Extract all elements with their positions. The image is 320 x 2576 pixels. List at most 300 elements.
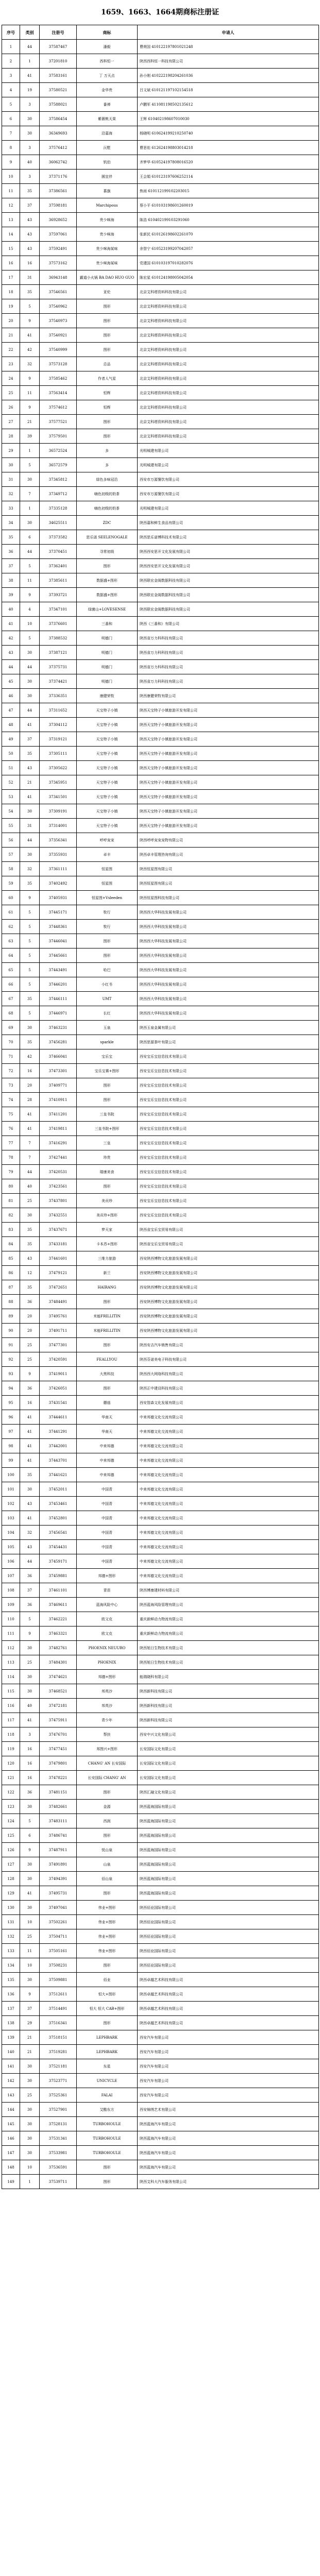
cell-index: 64 (2, 948, 20, 963)
cell-class: 41 (20, 69, 40, 83)
cell-applicant: 陕西嘉和鲜生食品有限公司 (138, 516, 319, 530)
cell-applicant: 陕西天宝特子小镇旅游开发有限公司 (138, 775, 319, 790)
cell-mark: 三皇书院 (77, 1107, 138, 1122)
table-row (2, 198, 319, 213)
cell-reg-number: 37528131 (40, 2117, 77, 2131)
cell-reg-number: 37573128 (40, 357, 77, 371)
cell-applicant: 陕西佰业国际有限公司 (138, 1901, 319, 1915)
cell-reg-number: 37491891 (40, 1857, 77, 1872)
cell-reg-number: 37456281 (40, 1035, 77, 1049)
table-row (2, 69, 319, 83)
cell-mark: 恒星图+Vsleeden (77, 891, 138, 905)
cell-index: 142 (2, 2074, 20, 2088)
table-row (2, 1208, 319, 1223)
cell-applicant: 陕西蓝海国际有限公司 (138, 1843, 319, 1857)
cell-reg-number: 37446041 (40, 934, 77, 948)
cell-index: 127 (2, 1857, 20, 1872)
cell-class: 9 (20, 891, 40, 905)
cell-index: 97 (2, 1425, 20, 1439)
cell-mark: 贵少咪海某味 (77, 242, 138, 256)
cell-index: 86 (2, 1266, 20, 1280)
table-row (2, 1598, 319, 1612)
cell-index: 20 (2, 314, 20, 328)
cell-applicant: 陕西联宏金阁数据科技有限公司 (138, 588, 319, 602)
cell-mark: 图形 (77, 328, 138, 343)
cell-class: 21 (20, 2030, 40, 2045)
page-title: 1659、1663、1664期商标注册证 (101, 8, 219, 16)
table-row (2, 1828, 319, 1843)
cell-index: 138 (2, 2016, 20, 2030)
cell-index: 7 (2, 126, 20, 141)
table-row (2, 891, 319, 905)
cell-applicant: 西安市万源餐饮有限公司 (138, 472, 319, 487)
cell-applicant: 陕西佰业国际有限公司 (138, 1944, 319, 1958)
cell-index: 40 (2, 602, 20, 617)
cell-index: 42 (2, 631, 20, 646)
cell-mark: 数据盛+图形 (77, 588, 138, 602)
cell-index: 117 (2, 1713, 20, 1727)
table-row (2, 588, 319, 602)
cell-index: 135 (2, 1973, 20, 1987)
cell-applicant: 陕西蓝海国际有限公司 (138, 1828, 319, 1843)
cell-class: 10 (20, 1958, 40, 1973)
cell-index: 140 (2, 2045, 20, 2059)
table-row (2, 1569, 319, 1583)
cell-mark: 番禅 (77, 97, 138, 112)
cell-index: 130 (2, 1901, 20, 1915)
cell-index: 125 (2, 1828, 20, 1843)
table-row (2, 1179, 319, 1194)
table-row (2, 357, 319, 371)
cell-index: 111 (2, 1626, 20, 1641)
cell-mark: 绿菌山+LOVESENSE (77, 602, 138, 617)
table-row (2, 242, 319, 256)
cell-mark: 蘑菇 (77, 1396, 138, 1410)
cell-mark: 潘毅 (77, 40, 138, 54)
cell-index: 94 (2, 1381, 20, 1396)
table-row (2, 112, 319, 126)
cell-class: 11 (20, 386, 40, 400)
table-row (2, 1396, 319, 1410)
table-row (2, 1655, 319, 1670)
cell-index: 14 (2, 227, 20, 242)
cell-applicant: 光明城建有限公司 (138, 501, 319, 516)
cell-mark: CHANG' AN 长安国际 (77, 1756, 138, 1771)
cell-class: 21 (20, 775, 40, 790)
cell-applicant: 王辉 610402198607010030 (138, 112, 319, 126)
cell-reg-number: 36062742 (40, 155, 77, 170)
cell-class: 3 (20, 1727, 40, 1742)
cell-applicant: 陕西博康建材料有限公司 (138, 1583, 319, 1598)
cell-index: 107 (2, 1569, 20, 1583)
cell-mark: 伟业+图形 (77, 1915, 138, 1929)
table-row (2, 1107, 319, 1122)
cell-reg-number: 37446971 (40, 1006, 77, 1021)
cell-applicant: 北京艾科塔资料科技有限公司 (138, 299, 319, 314)
table-row (2, 819, 319, 833)
cell-applicant: 陕西新科技有限公司 (138, 1684, 319, 1699)
cell-applicant: 长安国际文化有限公司 (138, 1771, 319, 1785)
cell-applicant: 陕西新科技有限公司 (138, 1699, 319, 1713)
cell-index: 39 (2, 588, 20, 602)
cell-applicant: 能瑞晓科有限公司 (138, 1670, 319, 1684)
cell-applicant: 陕西思乐诺博科技术有限公司 (138, 530, 319, 545)
cell-mark: 绿色多味冠沿 (77, 472, 138, 487)
cell-class: 11 (20, 1944, 40, 1958)
cell-reg-number: 37533981 (40, 2146, 77, 2160)
table-row (2, 516, 319, 530)
cell-index: 80 (2, 1179, 20, 1194)
table-row (2, 674, 319, 689)
cell-applicant: 陕西天宝特子小镇旅游开发有限公司 (138, 703, 319, 718)
cell-mark: 天宝特子小镇 (77, 747, 138, 761)
cell-index: 88 (2, 1295, 20, 1309)
cell-applicant: 北京艾科塔资料科技有限公司 (138, 357, 319, 371)
cell-mark: 悦山泉 (77, 1843, 138, 1857)
cell-applicant: 西安宝乐宝信息技术有限公司 (138, 1208, 319, 1223)
cell-applicant: 陕西呼呼宠宠宠物有限公司 (138, 833, 319, 848)
cell-reg-number: 37525361 (40, 2088, 77, 2103)
cell-index: 25 (2, 386, 20, 400)
cell-reg-number: 36349693 (40, 126, 77, 141)
cell-class: 36 (20, 1785, 40, 1800)
table-body (2, 40, 319, 2189)
cell-index: 136 (2, 1987, 20, 2002)
cell-mark: 帮扶 (77, 1727, 138, 1742)
cell-index: 11 (2, 184, 20, 198)
cell-index: 106 (2, 1554, 20, 1569)
cell-index: 13 (2, 213, 20, 227)
cell-mark: 中国青 (77, 1482, 138, 1497)
cell-class: 42 (20, 1049, 40, 1064)
cell-applicant: 陕西康健荣牧有限公司 (138, 689, 319, 703)
cell-applicant: 陕西蓝海汽车有限公司 (138, 2117, 319, 2131)
cell-class: 5 (20, 1814, 40, 1828)
cell-index: 48 (2, 718, 20, 732)
cell-class: 29 (20, 2016, 40, 2030)
cell-index: 19 (2, 299, 20, 314)
cell-applicant: 光明城建有限公司 (138, 458, 319, 472)
cell-reg-number: 37459171 (40, 1554, 77, 1569)
cell-index: 128 (2, 1872, 20, 1886)
table-row (2, 1352, 319, 1367)
cell-mark: 米能FRILLITIN (77, 1309, 138, 1324)
cell-reg-number: 37446111 (40, 992, 77, 1006)
table-row (2, 1425, 319, 1439)
cell-index: 30 (2, 458, 20, 472)
cell-applicant: 长安国际文化有限公司 (138, 1756, 319, 1771)
cell-class: 25 (20, 1352, 40, 1367)
cell-applicant: 西安陕西博物文化旅游发展有限公司 (138, 1309, 319, 1324)
cell-index: 53 (2, 790, 20, 804)
cell-reg-number: 37475911 (40, 1713, 77, 1727)
cell-applicant: 西安中兴文化有限公司 (138, 1727, 319, 1742)
cell-reg-number: 37431541 (40, 1396, 77, 1410)
cell-class: 30 (20, 126, 40, 141)
cell-mark: 钒伯 (77, 155, 138, 170)
header-reg-number: 注册号 (40, 25, 77, 40)
table-row (2, 1554, 319, 1569)
table-row (2, 1987, 319, 2002)
cell-class: 11 (20, 573, 40, 588)
table-row (2, 1237, 319, 1251)
cell-applicant: 陕西天宝特子小镇旅游开发有限公司 (138, 790, 319, 804)
cell-applicant: 陕西《三番和》有限公司 (138, 617, 319, 631)
cell-applicant: 北京艾科塔资料科技有限公司 (138, 371, 319, 386)
cell-index: 133 (2, 1944, 20, 1958)
table-row (2, 328, 319, 343)
table-row (2, 1857, 319, 1872)
cell-class: 35 (20, 747, 40, 761)
cell-reg-number: 37452801 (40, 1511, 77, 1526)
table-row (2, 992, 319, 1006)
cell-index: 147 (2, 2146, 20, 2160)
cell-applicant: 中来邦德文化交流有限公司 (138, 1468, 319, 1482)
cell-class: 25 (20, 1929, 40, 1944)
cell-applicant: 中来邦德文化交流有限公司 (138, 1425, 319, 1439)
table-row (2, 299, 319, 314)
cell-mark: 新兰 (77, 1266, 138, 1280)
cell-class: 43 (20, 227, 40, 242)
cell-index: 109 (2, 1598, 20, 1612)
cell-index: 61 (2, 905, 20, 920)
table-row (2, 732, 319, 747)
cell-reg-number: 37585462 (40, 371, 77, 386)
cell-applicant: 卢鹏军 411081198502135612 (138, 97, 319, 112)
cell-applicant: 西安汽车有限公司 (138, 2074, 319, 2088)
cell-mark: 图形 (77, 2175, 138, 2189)
cell-mark: 欧文克 (77, 1626, 138, 1641)
cell-class: 39 (20, 429, 40, 444)
cell-class: 10 (20, 2160, 40, 2175)
cell-class: 21 (20, 415, 40, 429)
cell-mark: 明德门 (77, 646, 138, 660)
table-row (2, 458, 319, 472)
cell-index: 63 (2, 934, 20, 948)
cell-class: 5 (20, 948, 40, 963)
cell-class: 20 (20, 1309, 40, 1324)
cell-applicant: 西安宝乐宝信息技术有限公司 (138, 1107, 319, 1122)
cell-class: 30 (20, 1482, 40, 1497)
cell-applicant: 西安智森文化发展有限公司 (138, 1396, 319, 1410)
cell-class: 41 (20, 1713, 40, 1727)
cell-index: 131 (2, 1915, 20, 1929)
cell-mark: 佰业 (77, 1973, 138, 1987)
table-row (2, 1093, 319, 1107)
cell-applicant: 西安宝乐宝信息技术有限公司 (138, 1093, 319, 1107)
cell-mark: 图形 (77, 1338, 138, 1352)
cell-mark: 西科恒一 (77, 54, 138, 69)
table-row (2, 963, 319, 977)
cell-reg-number: 37527901 (40, 2103, 77, 2117)
cell-applicant: 北京艾科塔资料科技有限公司 (138, 386, 319, 400)
cell-applicant: 西安陕西博物文化旅游发展有限公司 (138, 1295, 319, 1309)
cell-applicant: 孙小刚 410222198204261036 (138, 69, 319, 83)
table-row (2, 1021, 319, 1035)
cell-reg-number: 37356341 (40, 833, 77, 848)
cell-class: 7 (20, 1150, 40, 1165)
cell-class: 30 (20, 2117, 40, 2131)
cell-mark: 天宝特子小镇 (77, 703, 138, 718)
cell-applicant: 陕西西大华科技发展有限公司 (138, 920, 319, 934)
cell-index: 58 (2, 862, 20, 876)
table-row (2, 977, 319, 992)
table-row (2, 1439, 319, 1453)
table-row (2, 804, 319, 819)
cell-applicant: 重庆新鲜动力物流有限公司 (138, 1626, 319, 1641)
table-row (2, 1295, 319, 1309)
cell-applicant: 中来邦德文化交流有限公司 (138, 1511, 319, 1526)
cell-mark: 图形 (77, 1093, 138, 1107)
cell-index: 73 (2, 1078, 20, 1093)
cell-class: 5 (20, 1006, 40, 1021)
cell-applicant: 北京艾科塔资料科技有限公司 (138, 429, 319, 444)
cell-index: 118 (2, 1727, 20, 1742)
cell-mark: 图形 (77, 1179, 138, 1194)
cell-mark: 图形 (77, 559, 138, 573)
cell-class: 35 (20, 992, 40, 1006)
cell-reg-number: 37583161 (40, 69, 77, 83)
cell-reg-number: 37437671 (40, 1223, 77, 1237)
cell-reg-number: 37305111 (40, 747, 77, 761)
table-row (2, 2016, 319, 2030)
cell-reg-number: 37494391 (40, 1872, 77, 1886)
cell-class: 43 (20, 761, 40, 775)
cell-class: 4 (20, 602, 40, 617)
cell-reg-number: 37319121 (40, 732, 77, 747)
cell-applicant: 陕西蓝海国际有限公司 (138, 1886, 319, 1901)
cell-applicant: 陕西佰业国际有限公司 (138, 1929, 319, 1944)
cell-mark: 牧行 (77, 920, 138, 934)
cell-index: 141 (2, 2059, 20, 2074)
table-row (2, 1800, 319, 1814)
cell-applicant: 北京艾科塔资料科技有限公司 (138, 343, 319, 357)
cell-reg-number: 37386561 (40, 184, 77, 198)
cell-reg-number: 37305622 (40, 761, 77, 775)
cell-class: 41 (20, 1453, 40, 1468)
cell-applicant: 西安宝乐宝信息技术有限公司 (138, 1165, 319, 1179)
cell-class: 5 (20, 905, 40, 920)
cell-reg-number: 37335128 (40, 501, 77, 516)
cell-index: 110 (2, 1612, 20, 1626)
cell-index: 56 (2, 833, 20, 848)
cell-mark: 天宝特子小镇 (77, 732, 138, 747)
table-row (2, 1381, 319, 1396)
cell-class: 5 (20, 977, 40, 992)
table-row (2, 559, 319, 573)
table-row (2, 530, 319, 545)
cell-applicant: 西安陕西博物文化旅游发展有限公司 (138, 1251, 319, 1266)
cell-reg-number: 37426051 (40, 1381, 77, 1396)
table-row (2, 126, 319, 141)
cell-class: 1 (20, 2175, 40, 2189)
cell-reg-number: 37521181 (40, 2059, 77, 2074)
cell-reg-number: 37508231 (40, 1958, 77, 1973)
cell-applicant: 中来邦德文化交流有限公司 (138, 1453, 319, 1468)
cell-class: 7 (20, 1136, 40, 1150)
cell-mark: 中来邦德 (77, 1453, 138, 1468)
cell-index: 81 (2, 1194, 20, 1208)
cell-index: 70 (2, 1035, 20, 1049)
cell-index: 112 (2, 1641, 20, 1655)
cell-mark: 图形 (77, 2016, 138, 2030)
cell-mark: 天宝特子小镇 (77, 804, 138, 819)
table-row (2, 1785, 319, 1800)
cell-applicant: 陕西省万力科科技有限公司 (138, 646, 319, 660)
trademark-table (2, 25, 319, 2189)
cell-index: 149 (2, 2175, 20, 2189)
cell-mark: 紫薇桃天果 (77, 112, 138, 126)
table-row (2, 2103, 319, 2117)
cell-mark: 天宝特子小镇 (77, 819, 138, 833)
cell-mark: 邦英沙 (77, 1699, 138, 1713)
cell-index: 52 (2, 775, 20, 790)
cell-applicant: 陕西天宝特子小镇旅游开发有限公司 (138, 819, 319, 833)
cell-reg-number: 37420591 (40, 1352, 77, 1367)
cell-reg-number: 36943148 (40, 270, 77, 285)
cell-applicant: 陕西安吉汽车销售有限公司 (138, 1338, 319, 1352)
cell-applicant: 中来邦德文化交流有限公司 (138, 1439, 319, 1453)
cell-reg-number: 37516341 (40, 2016, 77, 2030)
cell-class: 30 (20, 646, 40, 660)
cell-reg-number: 37374421 (40, 674, 77, 689)
cell-class: 5 (20, 299, 40, 314)
cell-class: 30 (20, 848, 40, 862)
cell-applicant: 陕西新科技有限公司 (138, 1713, 319, 1727)
cell-index: 9 (2, 155, 20, 170)
cell-class: 30 (20, 674, 40, 689)
cell-mark: 宝乐宝赛+图形 (77, 1064, 138, 1078)
cell-index: 134 (2, 1958, 20, 1973)
cell-reg-number: 37586454 (40, 112, 77, 126)
cell-reg-number: 37405931 (40, 891, 77, 905)
cell-reg-number: 37423561 (40, 1179, 77, 1194)
cell-reg-number: 37487911 (40, 1843, 77, 1857)
cell-applicant: 西安宝乐宝信息技术有限公司 (138, 1136, 319, 1150)
cell-applicant: 长安国际文化有限公司 (138, 1742, 319, 1756)
table-row (2, 1324, 319, 1338)
cell-applicant: 西安宝乐宝信息技术有限公司 (138, 1194, 319, 1208)
table-row (2, 602, 319, 617)
cell-applicant: 中来邦德文化交流有限公司 (138, 1554, 319, 1569)
cell-index: 16 (2, 256, 20, 270)
table-row (2, 1165, 319, 1179)
cell-class: 37 (20, 2002, 40, 2016)
cell-mark: PHOENIX NEUURO (77, 1641, 138, 1655)
cell-mark: 美贡珍 (77, 1194, 138, 1208)
cell-reg-number: 37443701 (40, 1453, 77, 1468)
cell-reg-number: 37370451 (40, 545, 77, 559)
table-row (2, 1078, 319, 1093)
cell-mark: FALAI (77, 2088, 138, 2103)
cell-index: 46 (2, 689, 20, 703)
cell-class: 35 (20, 876, 40, 891)
cell-index: 139 (2, 2030, 20, 2045)
table-row (2, 1223, 319, 1237)
cell-applicant: 西安宝乐宝信息技术有限公司 (138, 1078, 319, 1093)
cell-reg-number: 37509881 (40, 1973, 77, 1987)
cell-class: 30 (20, 1208, 40, 1223)
cell-class: 30 (20, 472, 40, 487)
table-row (2, 1583, 319, 1598)
cell-applicant: 陕西西大华科技发展有限公司 (138, 977, 319, 992)
cell-applicant: 吕文斌 610121197102154518 (138, 83, 319, 97)
cell-index: 84 (2, 1237, 20, 1251)
cell-applicant: 陕西西大华科技发展有限公司 (138, 992, 319, 1006)
table-row (2, 1049, 319, 1064)
cell-index: 34 (2, 516, 20, 530)
cell-index: 50 (2, 747, 20, 761)
